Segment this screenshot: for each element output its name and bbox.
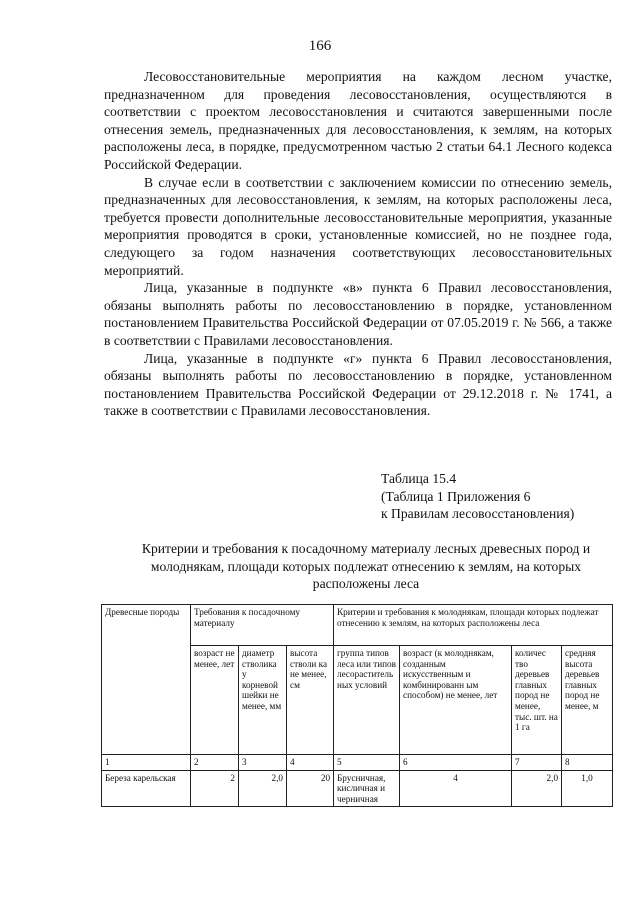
subheader-cell: группа типов леса или типов лесораститель ных условий bbox=[334, 646, 400, 755]
column-number-row bbox=[102, 755, 613, 771]
table-title: Критерии и требования к посадочному материалу лесных древесных пород и молоднякам, площади которых подлежат отнесению к землям, на которых расположены леса bbox=[141, 541, 591, 592]
column-number: 6 bbox=[400, 755, 512, 771]
requirements-table bbox=[101, 604, 613, 807]
table-caption bbox=[381, 470, 621, 523]
subheader-cell: количес тво деревьев главных пород не менее, тыс. шт. на 1 га bbox=[512, 646, 562, 755]
column-number: 4 bbox=[287, 755, 334, 771]
table-cell: Береза карельская bbox=[102, 770, 191, 807]
subheader-cell: возраст (к молоднякам, созданным искусственным и комбинированн ым способом) не менее, лет bbox=[400, 646, 512, 755]
header-planting-material: Требования к посадочному материалу bbox=[191, 605, 334, 646]
table-cell: 2 bbox=[191, 770, 239, 807]
paragraph: В случае если в соответствии с заключением комиссии по отнесению земель, предназначенных для лесовосстановления, к землям, на которых расположены леса, требуется провести дополнительные лесовосстановительные мероприятия, указанные мероприятия проводятся в сроки, установленные комиссией, но не позднее года, следующего за годом назначения соответствующих лесовосстановительных мероприятий. bbox=[104, 174, 612, 278]
caption-line: (Таблица 1 Приложения 6 bbox=[381, 488, 531, 504]
paragraph: Лица, указанные в подпункте «в» пункта 6 Правил лесовосстановления, обязаны выполнять работы по лесовосстановлению в порядке, установленном постановлением Правительства Российской Федерации от 07.05.2019 г. № 566, а также в соответствии с Правилами лесовосстановления. bbox=[104, 280, 612, 348]
subheader-cell: диаметр стволика у корневой шейки не менее, мм bbox=[239, 646, 287, 755]
table-cell: 4 bbox=[400, 770, 512, 807]
page-number: 166 bbox=[308, 38, 332, 54]
header-young-stands: Критерии и требования к молоднякам, площади которых подлежат отнесению к землям, на которых расположены леса bbox=[334, 605, 613, 646]
subheader-cell: средняя высота деревьев главных пород не менее, м bbox=[562, 646, 613, 755]
table-cell: 2,0 bbox=[512, 770, 562, 807]
caption-line: Таблица 15.4 bbox=[381, 471, 457, 486]
table-row bbox=[102, 770, 613, 807]
table-cell: 20 bbox=[287, 770, 334, 807]
column-number: 2 bbox=[191, 755, 239, 771]
column-number: 5 bbox=[334, 755, 400, 771]
header-species: Древесные породы bbox=[102, 605, 191, 755]
table-cell: 2,0 bbox=[239, 770, 287, 807]
table-header-row bbox=[102, 605, 613, 646]
column-number: 3 bbox=[239, 755, 287, 771]
column-number: 7 bbox=[512, 755, 562, 771]
body-text bbox=[104, 68, 612, 420]
table-cell: Брусничная, кисличная и черничная bbox=[334, 770, 400, 807]
subheader-cell: возраст не менее, лет bbox=[191, 646, 239, 755]
caption-line: к Правилам лесовосстановления) bbox=[381, 506, 575, 522]
column-number: 1 bbox=[102, 755, 191, 771]
column-number: 8 bbox=[562, 755, 613, 771]
table-cell: 1,0 bbox=[562, 770, 613, 807]
subheader-cell: высота стволи ка не менее, см bbox=[287, 646, 334, 755]
paragraph: Лесовосстановительные мероприятия на каждом лесном участке, предназначенном для проведения лесовосстановления, осуществляются в соответствии с проектом лесовосстановления и считаются завершенными после отнесения земель, предназначенных для лесовосстановления, к землям, на которых расположены леса, в порядке, предусмотренном частью 2 статьи 64.1 Лесного кодекса Российской Федерации. bbox=[104, 69, 612, 172]
paragraph: Лица, указанные в подпункте «г» пункта 6 Правил лесовосстановления, обязаны выполнять работы по лесовосстановлению в порядке, установленном постановлением Правительства Российской Федерации от 29.12.2018 г. № 1741, а также в соответствии с Правилами лесовосстановления. bbox=[104, 350, 612, 419]
